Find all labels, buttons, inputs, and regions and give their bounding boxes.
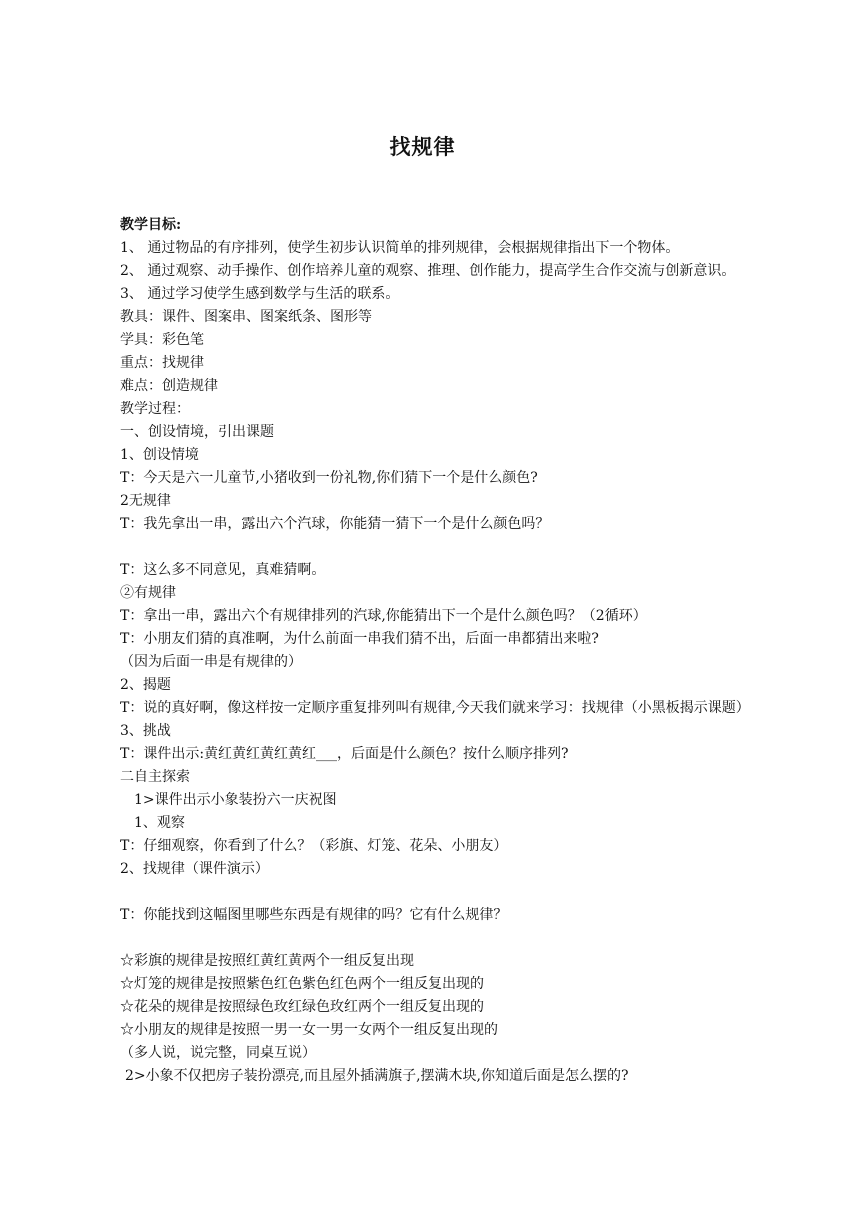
blank-line bbox=[120, 881, 766, 904]
key-point: 重点：找规律 bbox=[120, 355, 204, 371]
step-heading: ②有规律 bbox=[120, 585, 176, 601]
goal-item-3: 3、 通过学习使学生感到数学与生活的联系。 bbox=[120, 286, 400, 302]
learning-tools: 学具：彩色笔 bbox=[120, 332, 204, 348]
part-heading-1: 一、创设情境，引出课题 bbox=[120, 424, 274, 440]
part-heading-2: 二自主探索 bbox=[120, 769, 190, 785]
text-line: T：仔细观察，你看到了什么？（彩旗、灯笼、花朵、小朋友） bbox=[120, 838, 508, 854]
text-line: （多人说，说完整，同桌互说） bbox=[120, 1045, 316, 1061]
step-heading: 1、创设情境 bbox=[120, 447, 199, 463]
list-item: ☆彩旗的规律是按照红黄红黄两个一组反复出现 bbox=[120, 953, 414, 969]
difficult-point: 难点：创造规律 bbox=[120, 378, 218, 394]
step-heading: 2、揭题 bbox=[120, 677, 171, 693]
blank-line bbox=[120, 927, 766, 950]
text-line: T：小朋友们猜的真准啊，为什么前面一串我们猜不出，后面一串都猜出来啦? bbox=[120, 631, 599, 647]
goal-item-1: 1、 通过物品的有序排列，使学生初步认识简单的排列规律，会根据规律指出下一个物体。 bbox=[120, 240, 680, 256]
text-line: T：我先拿出一串，露出六个汽球，你能猜一猜下一个是什么颜色吗？ bbox=[120, 516, 550, 532]
text-line: （因为后面一串是有规律的） bbox=[120, 654, 302, 670]
section-heading-teaching-goals: 教学目标: bbox=[120, 217, 182, 233]
teaching-aids: 教具：课件、图案串、图案纸条、图形等 bbox=[120, 309, 372, 325]
goal-item-2: 2、 通过观察、动手操作、创作培养儿童的观察、推理、创作能力，提高学生合作交流与创新意识。 bbox=[120, 263, 736, 279]
document-title: 找规律 bbox=[389, 134, 456, 159]
text-line: T：这么多不同意见，真难猜啊。 bbox=[120, 562, 326, 578]
text-line: T：拿出一串，露出六个有规律排列的汽球,你能猜出下一个是什么颜色吗？（2循环） bbox=[120, 608, 647, 624]
step-heading: 2无规律 bbox=[120, 493, 171, 509]
list-item: ☆灯笼的规律是按照紫色红色紫色红色两个一组反复出现的 bbox=[120, 976, 484, 992]
section-heading-process: 教学过程： bbox=[120, 401, 190, 417]
text-line: 2>小象不仅把房子装扮漂亮,而且屋外插满旗子,摆满木块,你知道后面是怎么摆的? bbox=[125, 1068, 629, 1084]
step-heading: 2、找规律（课件演示） bbox=[120, 861, 269, 877]
step-heading: 3、挑战 bbox=[120, 723, 171, 739]
text-line: T：你能找到这幅图里哪些东西是有规律的吗？它有什么规律？ bbox=[120, 907, 508, 923]
text-line: 1>课件出示小象装扮六一庆祝图 bbox=[134, 792, 337, 808]
list-item: ☆小朋友的规律是按照一男一女一男一女两个一组反复出现的 bbox=[120, 1022, 498, 1038]
blank-line bbox=[120, 536, 766, 559]
step-heading: 1、观察 bbox=[134, 815, 185, 831]
document-body bbox=[120, 214, 766, 1088]
text-line: T：课件出示:黄红黄红黄红黄红___，后面是什么颜色？按什么顺序排列? bbox=[120, 746, 569, 762]
text-line: T：说的真好啊，像这样按一定顺序重复排列叫有规律,今天我们就来学习：找规律（小黑板揭示课题） bbox=[120, 700, 750, 716]
text-line: T：今天是六一儿童节,小猪收到一份礼物,你们猜下一个是什么颜色? bbox=[120, 470, 538, 486]
list-item: ☆花朵的规律是按照绿色玫红绿色玫红两个一组反复出现的 bbox=[120, 999, 484, 1015]
